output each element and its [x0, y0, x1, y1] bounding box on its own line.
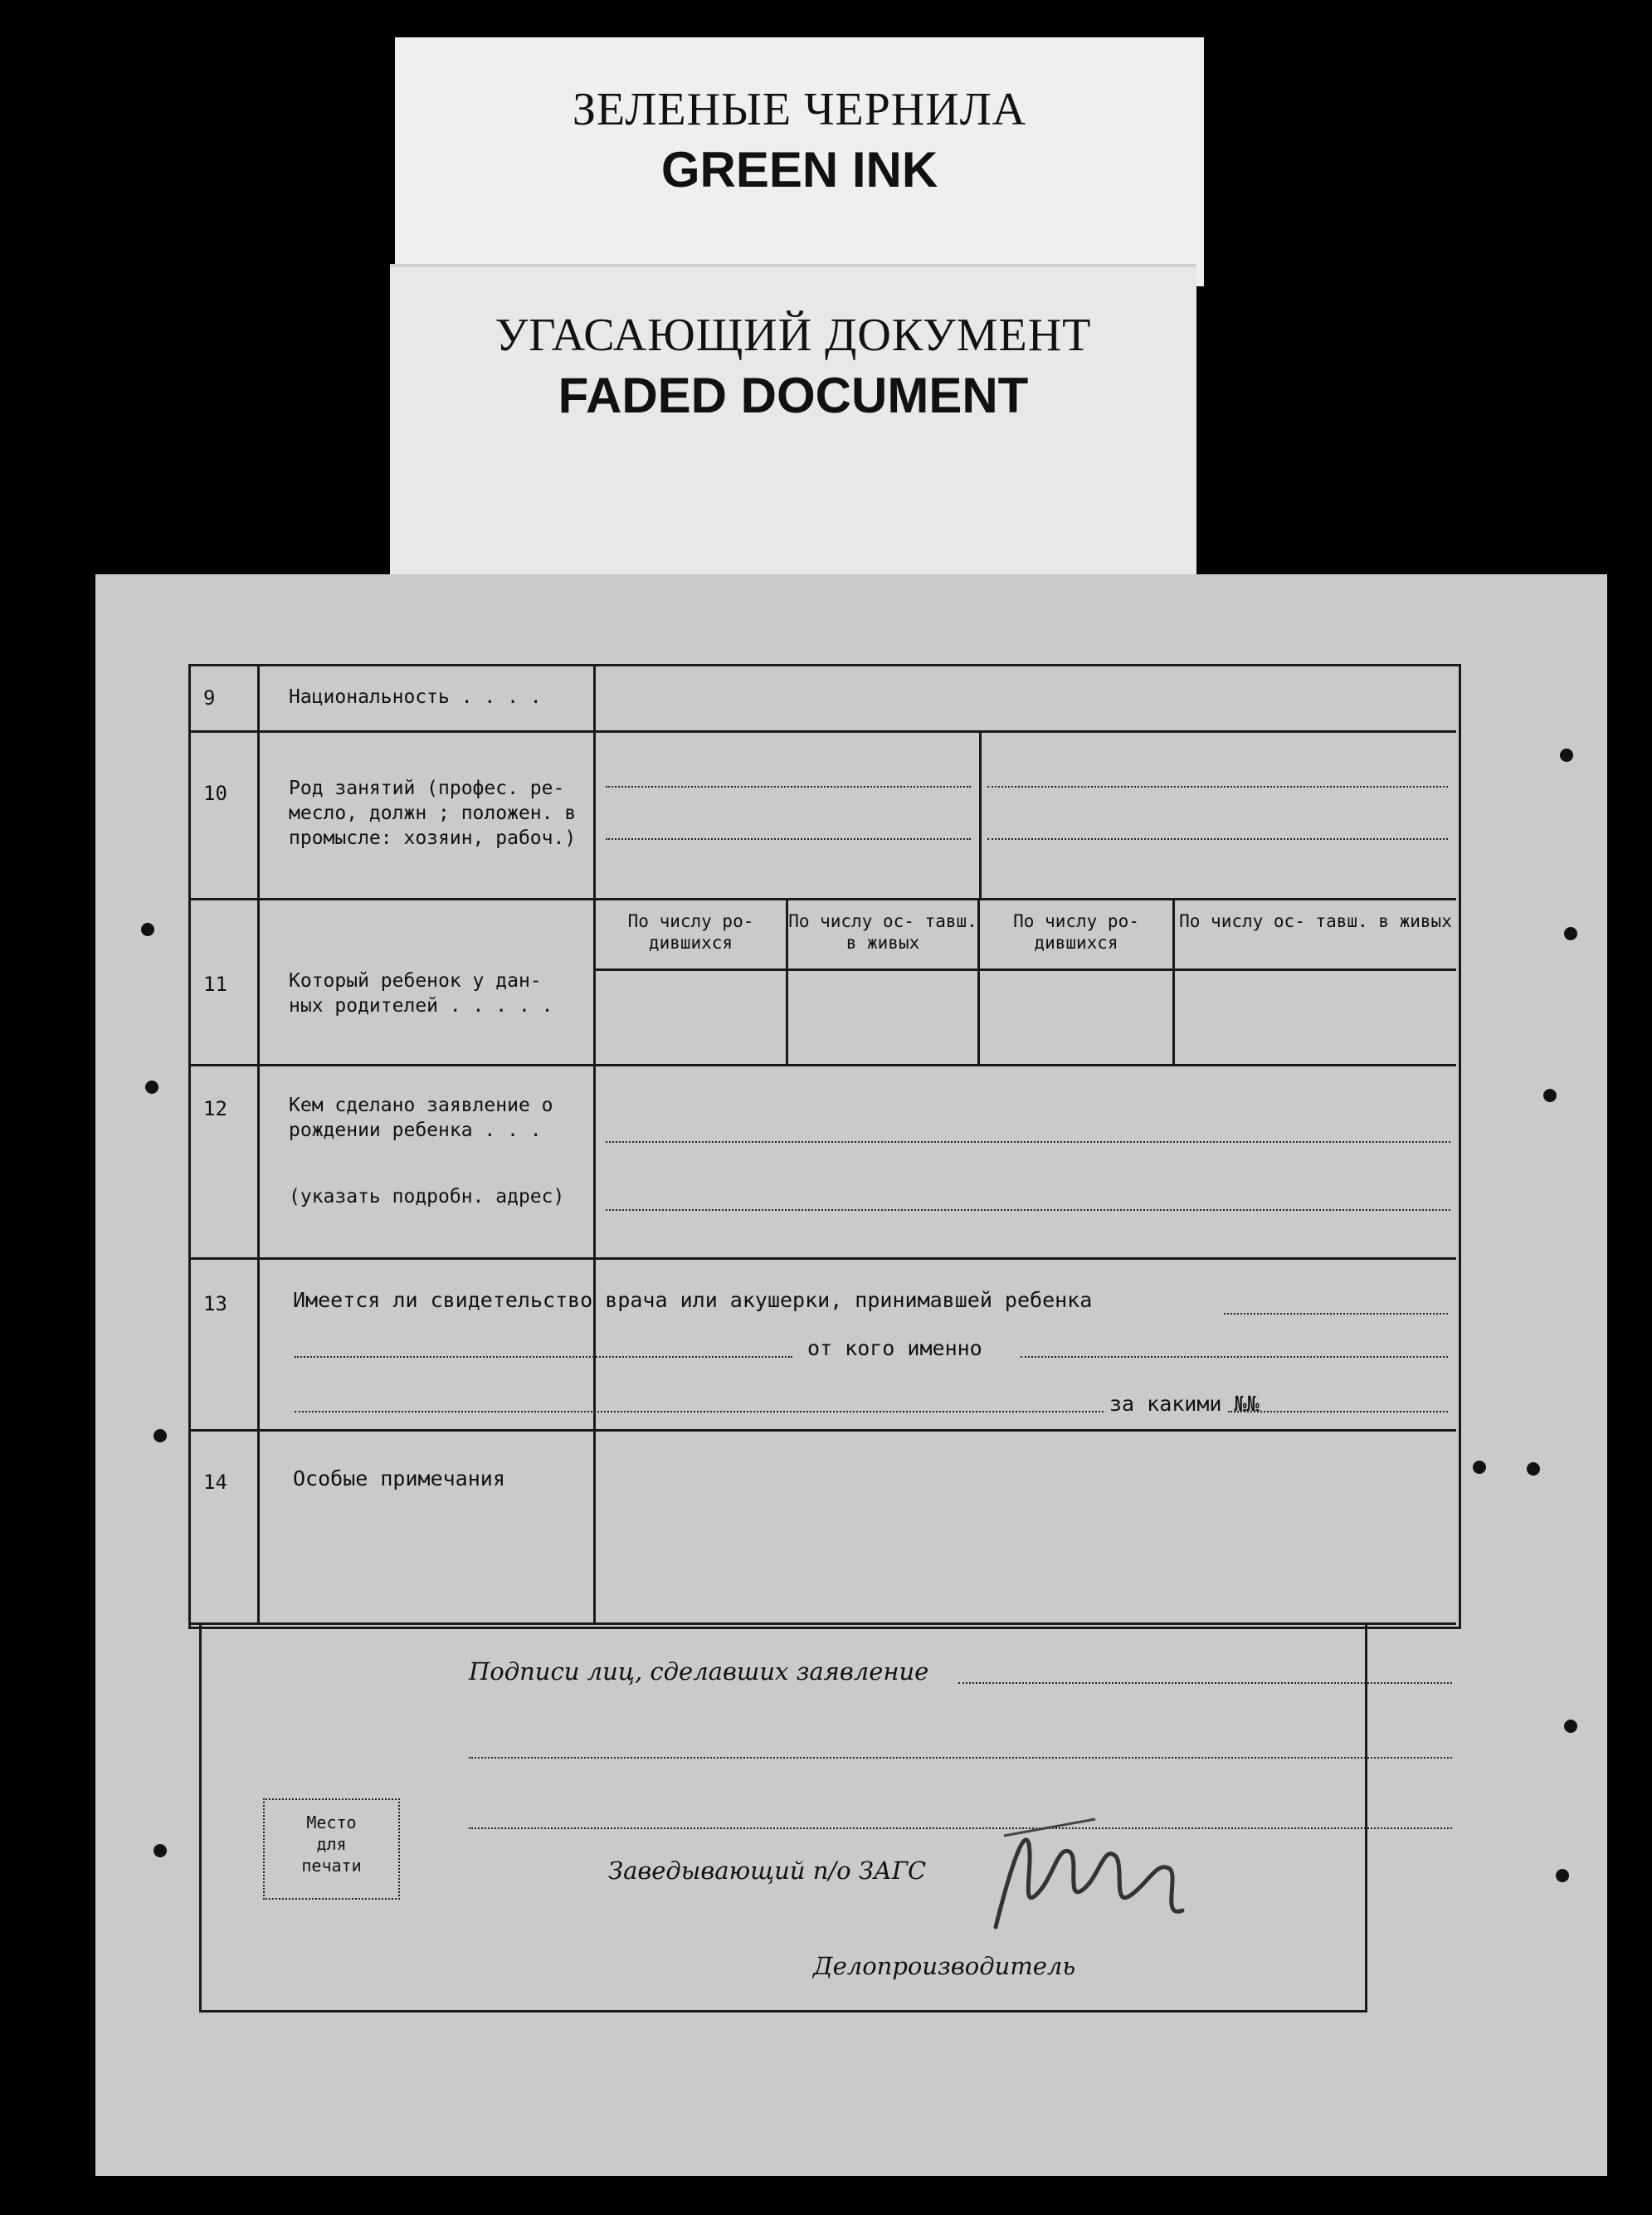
- punch-hole: [141, 923, 154, 936]
- fill-line: [1021, 1356, 1448, 1358]
- signature-line: [469, 1827, 1452, 1829]
- handwritten-signature: [979, 1811, 1195, 1944]
- row-divider: [188, 1064, 1456, 1066]
- subheader-born-2: По числу ро- дившихся: [1013, 911, 1139, 953]
- row-number: 10: [203, 782, 227, 805]
- fill-line: [606, 838, 971, 840]
- row-label-nationality: Национальность . . . .: [289, 686, 542, 708]
- col-divider-parents: [979, 730, 982, 898]
- punch-hole: [1556, 1869, 1569, 1882]
- subheader-born-1: По числу ро- дившихся: [627, 911, 754, 953]
- fill-line: [987, 786, 1448, 788]
- subheader-divider: [593, 968, 1456, 971]
- fill-line: [1224, 1313, 1448, 1315]
- fill-line: [295, 1411, 1104, 1412]
- punch-hole: [1527, 1462, 1540, 1476]
- subheader-alive-2: По числу ос- тавш. в живых: [1179, 911, 1452, 931]
- fill-line: [606, 1209, 1450, 1211]
- green-ink-ru-text: ЗЕЛЕНЫЕ ЧЕРНИЛА: [572, 84, 1027, 135]
- row-label-occupation: Род занятий (профес. ре- месло, должн ; положен. в промысле: хозяин, рабоч.): [289, 778, 577, 849]
- punch-hole: [1473, 1461, 1486, 1474]
- stamp-place-box: [263, 1798, 400, 1900]
- applicants-signature-label: Подписи лиц, сделавших заявление: [469, 1657, 929, 1686]
- registration-form-sheet: [95, 574, 1607, 2176]
- punch-hole: [154, 1429, 167, 1442]
- signature-line: [469, 1757, 1452, 1759]
- fill-line: [606, 1141, 1450, 1143]
- row-label-child-order: Который ребенок у дан- ных родителей . . . . .: [289, 970, 553, 1017]
- row-divider: [188, 730, 1456, 733]
- row-number: 13: [203, 1292, 227, 1315]
- row-divider: [188, 1429, 1456, 1432]
- stamp-place-label: Место для печати: [301, 1812, 362, 1876]
- row13-line1: Имеется ли свидетельство врача или акушерки, принимавшей ребенка: [293, 1288, 1093, 1312]
- clerk-label: Делопроизводитель: [813, 1952, 1076, 1980]
- row-number: 14: [203, 1471, 227, 1494]
- green-ink-label-card: [395, 37, 1204, 286]
- row-divider: [188, 898, 1456, 900]
- fill-line: [987, 838, 1448, 840]
- punch-hole: [154, 1844, 167, 1857]
- row-number: 9: [203, 686, 216, 710]
- col-divider-label: [593, 664, 596, 1625]
- row13-line2: от кого именно: [807, 1336, 982, 1360]
- row-number: 11: [203, 973, 227, 996]
- col-divider-num: [257, 664, 260, 1625]
- row-label-applicant: Кем сделано заявление о рождении ребенка . . .: [289, 1095, 553, 1141]
- fill-line: [606, 786, 971, 788]
- frame-bottom: [199, 2010, 1367, 2013]
- green-ink-en-text: GREEN INK: [660, 142, 938, 198]
- fill-line: [1228, 1411, 1448, 1412]
- row13-line3: за какими №№: [1109, 1392, 1260, 1416]
- faded-document-en-text: FADED DOCUMENT: [558, 368, 1029, 423]
- row-note-address: (указать подробн. адрес): [289, 1186, 565, 1208]
- row-divider: [188, 1257, 1456, 1260]
- punch-hole: [1543, 1089, 1557, 1102]
- signature-line: [958, 1682, 1452, 1684]
- punch-hole: [1564, 927, 1577, 940]
- frame-left-lower: [199, 1624, 202, 2010]
- faded-document-label-card: [390, 264, 1196, 578]
- punch-hole: [1564, 1720, 1577, 1733]
- registry-head-label: Заведывающий п/о ЗАГС: [608, 1856, 927, 1885]
- punch-hole: [1560, 749, 1573, 762]
- punch-hole: [145, 1081, 158, 1094]
- faded-document-ru-text: УГАСАЮЩИЙ ДОКУМЕНТ: [495, 310, 1092, 361]
- subheader-alive-1: По числу ос- тавш. в живых: [788, 911, 977, 953]
- row-label-special-notes: Особые примечания: [293, 1466, 505, 1490]
- row-divider: [188, 1622, 1456, 1625]
- row-number: 12: [203, 1097, 227, 1120]
- fill-line: [295, 1356, 792, 1358]
